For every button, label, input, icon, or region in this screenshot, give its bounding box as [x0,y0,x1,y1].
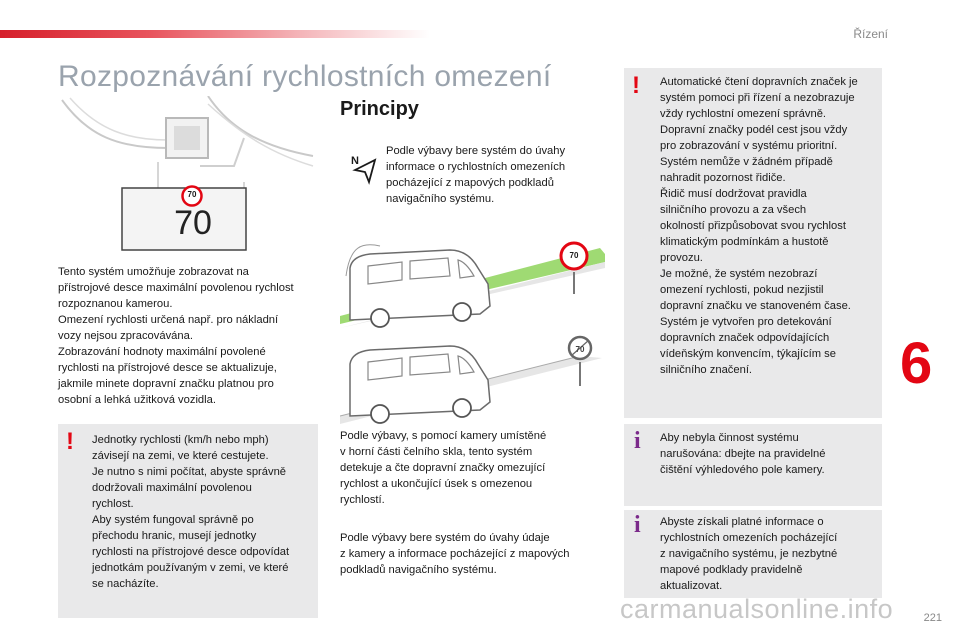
page-title: Rozpoznávání rychlostních omezení [58,60,552,93]
warning-icon: ! [632,72,640,99]
principles-heading: Principy [340,98,419,120]
road-sign-2-value: 70 [575,345,585,354]
svg-text:N: N [351,155,359,167]
info-update-text: Abyste získali platné informace o rychlostních omezeních pocházející z navigačního systému, je nezbytné mapové podklady pravidelně aktualizovat. [660,516,838,592]
header-accent-bar [0,30,430,38]
warning-icon: ! [66,428,74,455]
navigation-text: Podle výbavy bere systém do úvahy informace o rychlostních omezeních pocházející z mapových podkladů navigačního systému. [386,145,566,205]
section-title: Řízení [853,27,888,41]
dashboard-sign-value: 70 [187,190,197,199]
watermark: carmanualsonline.info [620,594,894,624]
warning-units-text: Jednotky rychlosti (km/h nebo mph) závisejí na zemi, ve které cestujete. Je nutno s nimi počítat, abyste správně dodržovali maximální povolenou rychlost. Aby systém fungoval správně po přechodu hranic, musejí jednotky rychlosti na přístrojové desce odpovídat jednotkám používaným v zemi, ve které se nacházíte. [92,434,290,590]
warning-auto-text: Automatické čtení dopravních značek je systém pomoci při řízení a nezobrazuje vždy rychlostní omezení správně. Dopravní značky podél cest jsou vždy pro zobrazování v systému prioritní. Systém nemůže v žádném případě nahradit pozornost řidiče. Řidič musí dodržovat pravidla silničního provozu a za všech okolností přizpůsobovat svou rychlost klimatickým podmínkám a hustotě provozu. Je možné, že systém nezobrazí omezení rychlosti, pokud nezjistil dopravní značku ve stanoveném čase. Systém je vytvořen pro detekování dopravních značek odpovídajících vídeňským konvencím, týkajícím se silničního značení. [660,76,858,376]
road-sign-1-value: 70 [569,251,579,260]
info-clean-text: Aby nebyla činnost systému narušována: dbejte na pravidelné čištění výhledového pole kamery. [660,432,826,476]
info-icon: i [634,428,641,454]
intro-text: Tento systém umožňuje zobrazovat na přístrojové desce maximální povolenou rychlost rozpoznanou kamerou. Omezení rychlosti určená např. pro nákladní vozy nejsou zpracovávána. Zobrazování hodnoty maximální povolené rychlosti na přístrojové desce se aktualizuje, jakmile minete dopravní značku platnou pro osobní a lehká užitková vozidla. [58,266,294,406]
chapter-number: 6 [900,331,933,396]
road-camera-illustration-1 [340,236,610,328]
page-number: 221 [923,612,942,624]
info-icon: i [634,512,641,538]
combined-text: Podle výbavy bere systém do úvahy údaje z kamery a informace pocházející z mapových podkladů navigačního systému. [340,532,570,576]
camera-text: Podle výbavy, s pomocí kamery umístěné v horní části čelního skla, tento systém detekuje a čte dopravní značky omezující rychlost a ukončující úsek s omezenou rychlostí. [340,430,547,506]
dashboard-speed-display: 70 [174,204,212,242]
navigation-icon [349,152,381,186]
